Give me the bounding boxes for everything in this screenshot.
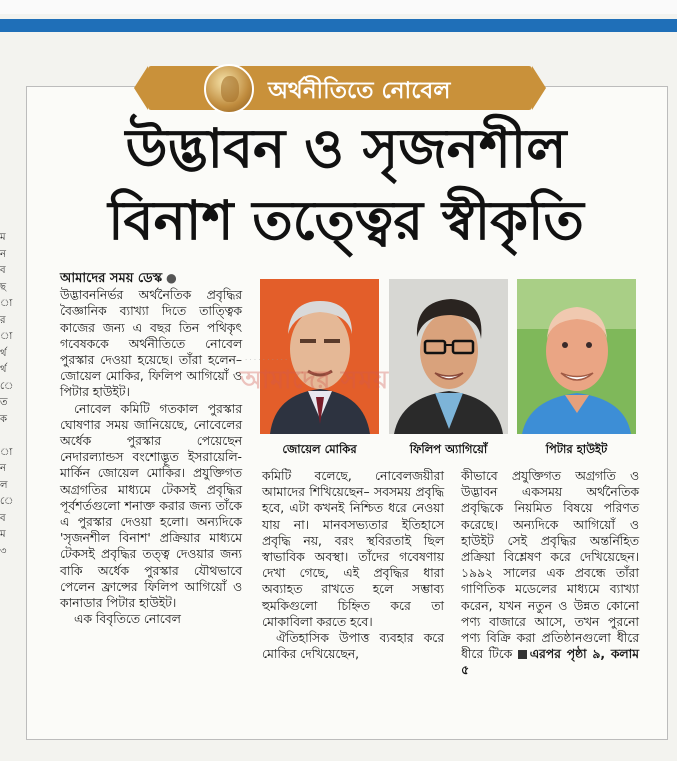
section-banner bbox=[148, 66, 532, 110]
top-strip bbox=[0, 0, 677, 14]
fragment-char: ক bbox=[0, 413, 7, 425]
paragraph: নোবেল কমিটি গতকাল পুরস্কার ঘোষণার সময় জানিয়েছে, নোবেলের অর্ধেক পুরস্কার পেয়েছেন নেদারল্যান্ডস বংশোদ্ভূত ইসরায়েলি-মার্কিন জোয়েল মোকির। প্রযুক্তিগত অগ্রগতির মাধ্যমে টেকসই প্রবৃদ্ধির পূর্বশর্তগুলো শনাক্ত করার জন্য তাঁকে এ পুরস্কার দেওয়া হলো। অন্যদিকে 'সৃজনশীল বিনাশ' প্রক্রিয়ার মাধ্যমে টেকসই প্রবৃদ্ধির তত্ত্ব দেওয়ার জন্য বাকি অর্ধেক পুরস্কার যৌথভাবে পেলেন ফ্রান্সের ফিলিপ আগিয়োঁ ও কানাডার পিটার হাউইট। bbox=[60, 401, 242, 611]
fragment-char: ম bbox=[0, 232, 6, 243]
fragment-char: ত bbox=[0, 397, 8, 408]
fragment-char bbox=[0, 428, 10, 445]
fragment-char: া bbox=[0, 298, 13, 309]
paragraph: এক বিবৃতিতে নোবেল bbox=[74, 612, 181, 627]
section-title: অর্থনীতিতে নোবেল bbox=[268, 78, 451, 104]
fragment-char: র্থ bbox=[0, 347, 7, 359]
byline: আমাদের সময় ডেস্ক bbox=[60, 271, 163, 286]
byline-row bbox=[60, 270, 242, 287]
fragment-char: র্থ bbox=[0, 364, 7, 375]
byline-dot-icon: ● bbox=[166, 271, 177, 285]
fragment-char: ে bbox=[0, 496, 14, 507]
fragment-char: ব bbox=[0, 512, 6, 524]
portrait-illustration bbox=[389, 279, 508, 434]
fragment-char: ন bbox=[0, 248, 6, 260]
jump-text: এরপর পৃষ্ঠা ৯, কলাম ৫ bbox=[461, 647, 639, 678]
headline-line-2: বিনাশ তত্ত্বের স্বীকৃতি bbox=[108, 189, 584, 252]
paragraph: কমিটি বলেছে, নোবেলজয়ীরা আমাদের শিখিয়েছেন– সবসময় প্রবৃদ্ধি হবে, এটা কখনই নিশ্চিত ধরে নেওয়া যায় না। মানবসভ্যতার ইতিহাসে প্রবৃদ্ধি নয়, বরং স্থবিরতাই ছিল স্বাভাবিক অবস্থা। তাঁদের গবেষণায় দেখা গেছে, এই প্রবৃদ্ধির ধারা অব্যাহত রাখতে হলে সম্ভাব্য হুমকিগুলো চিহ্নিত করে তা মোকাবিলা করতে হবে। bbox=[262, 469, 444, 629]
article-column-2 bbox=[262, 468, 444, 662]
headline-line-1: উদ্ভাবন ও সৃজনশীল bbox=[125, 117, 567, 180]
square-bullet-icon bbox=[518, 650, 527, 659]
fragment-char: া bbox=[0, 446, 13, 458]
photo-caption: ফিলিপ অ্যাগিয়োঁ bbox=[409, 442, 488, 456]
fragment-char: র bbox=[0, 314, 6, 326]
paragraph: উদ্ভাবননির্ভর অর্থনৈতিক প্রবৃদ্ধির বৈজ্ঞানিক ব্যাখ্যা দিতে তাত্ত্বিক কাজের জন্য এ বছর তিন পথিকৃৎ গবেষককে অর্থনীতিতে নোবেল পুরস্কার দেওয়া হয়েছে। তাঁরা হলেন– জোয়েল মোকির, ফিলিপ আগিয়োঁ ও পিটার হাউইট। bbox=[60, 288, 242, 400]
paragraph: ঐতিহাসিক উপাত্ত ব্যবহার করে মোকির দেখিয়েছেন, bbox=[262, 631, 444, 662]
accent-bar bbox=[0, 19, 677, 32]
watermark-tagline: · · · · · · · · · · bbox=[245, 356, 288, 364]
photo-caption: পিটার হাউইট bbox=[545, 442, 608, 456]
article-column-1 bbox=[60, 270, 242, 627]
photo-caption: জোয়েল মোকির bbox=[282, 442, 357, 456]
portrait-illustration bbox=[517, 279, 636, 434]
paragraph-text: কীভাবে প্রযুক্তিগত অগ্রগতি ও উদ্ভাবন একসময় অর্থনৈতিক প্রবৃদ্ধিকে নিয়মিত বিষয়ে পরিণত করেছে। অন্যদিকে আগিয়োঁ ও হাউইট সেই প্রবৃদ্ধির অন্তর্নিহিত প্রক্রিয়া বিশ্লেষণ করে দেখিয়েছেন। ১৯৯২ সালের এক প্রবন্ধে তাঁরা গাণিতিক মডেলের মাধ্যমে ব্যাখ্যা করেন, যখন নতুন ও উন্নত কোনো পণ্য বাজারে আসে, তখন পুরনো পণ্য বিক্রি করা প্রতিষ্ঠানগুলো ধীরে ধীরে টিকে bbox=[461, 469, 639, 662]
fragment-char: ব bbox=[0, 265, 6, 276]
paragraph bbox=[461, 468, 639, 679]
article-column-3 bbox=[461, 468, 639, 679]
watermark: আমাদের সময় bbox=[240, 365, 390, 394]
fragment-char: া bbox=[0, 331, 13, 342]
fragment-char: ছ bbox=[0, 281, 7, 293]
fragment-char: ল bbox=[0, 479, 8, 491]
fragment-char: ে bbox=[0, 380, 14, 392]
fragment-char: ৩ bbox=[0, 545, 7, 557]
photo-peter-howitt bbox=[517, 279, 636, 434]
fragment-char: ন bbox=[0, 463, 6, 474]
adjacent-column-fragment bbox=[0, 230, 14, 560]
nobel-medal-icon bbox=[204, 64, 254, 114]
photo-philippe-aghion bbox=[389, 279, 508, 434]
fragment-char: ম bbox=[0, 529, 6, 540]
